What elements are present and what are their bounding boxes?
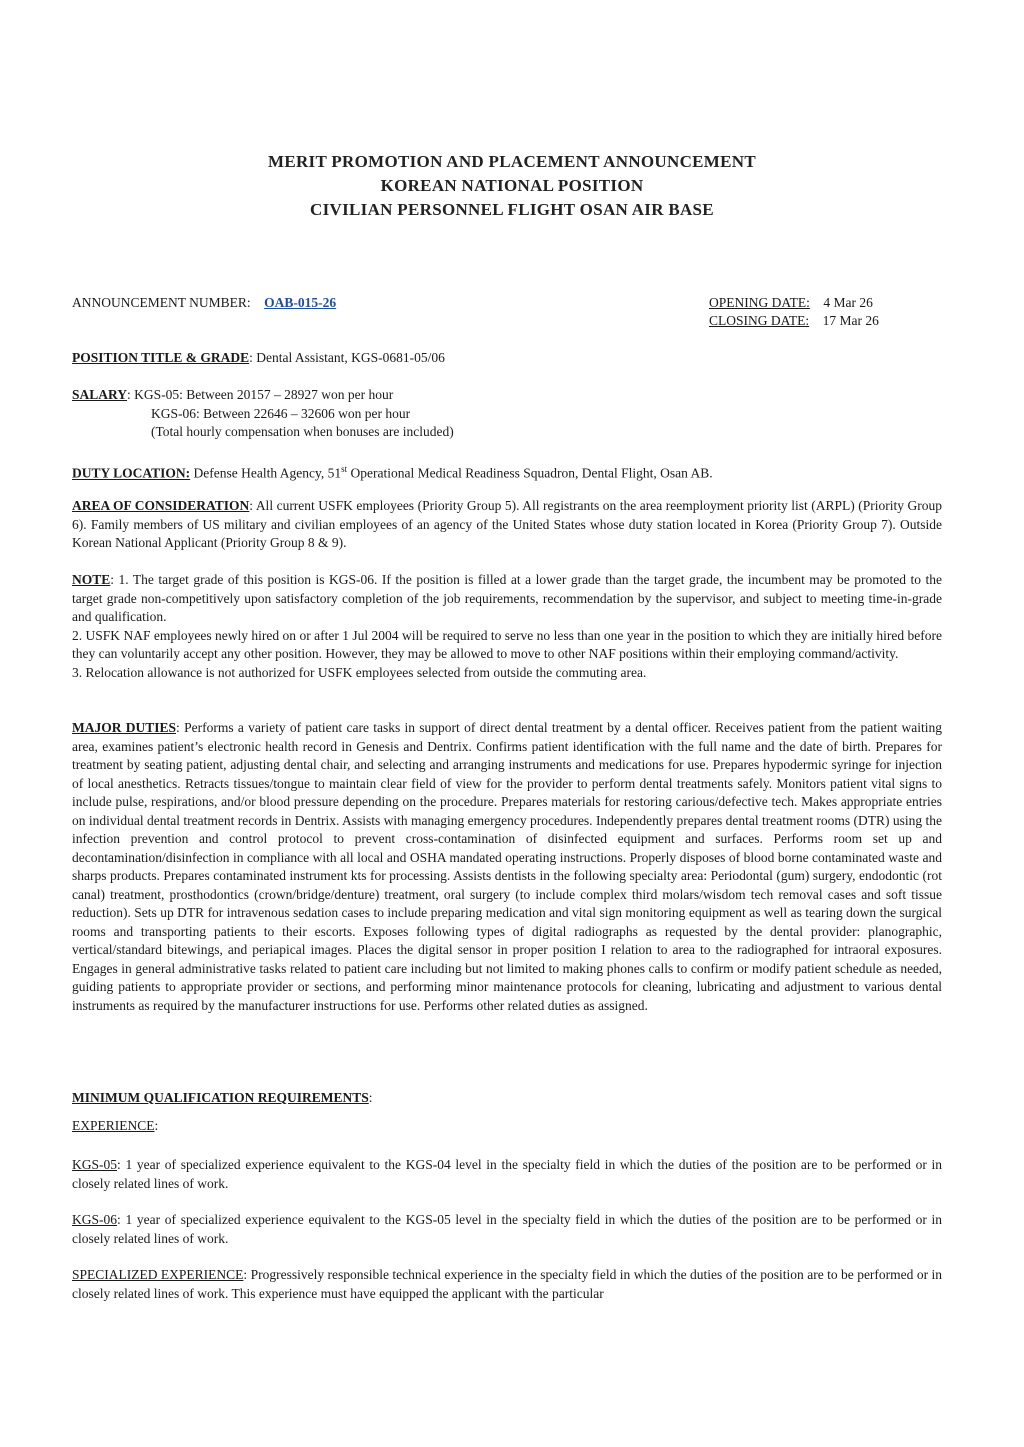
qualifications-heading — [72, 1089, 373, 1108]
note-section — [72, 571, 942, 682]
experience-colon: : — [154, 1118, 159, 1133]
specialized-experience-text: : Progressively responsible technical experience in the specialty field in which the duties of the position are to be performed or in closely related lines of work. This experience must have equipped the applicant with the particular — [72, 1267, 942, 1301]
closing-date-value: 17 Mar 26 — [822, 313, 879, 328]
opening-date-label: OPENING DATE: — [709, 295, 810, 310]
area-label: AREA OF CONSIDERATION — [72, 498, 250, 513]
kgs06-label: KGS-06 — [72, 1212, 118, 1227]
duty-location-value-post: Operational Medical Readiness Squadron, Dental Flight, Osan AB. — [347, 465, 713, 481]
note-item-3: 3. Relocation allowance is not authorized for USFK employees selected from outside the commuting area. — [72, 664, 647, 680]
header-line-1: MERIT PROMOTION AND PLACEMENT ANNOUNCEMENT — [267, 152, 756, 171]
salary-line-1: : KGS-05: Between 20157 – 28927 won per hour — [127, 387, 394, 402]
position-title-value: : Dental Assistant, KGS-0681-05/06 — [249, 350, 445, 365]
salary-line-2: KGS-06: Between 22646 – 32606 won per hour — [151, 405, 411, 421]
duty-location-value-pre: Defense Health Agency, 51 — [190, 465, 342, 481]
experience-heading — [72, 1117, 158, 1136]
opening-date-row — [709, 294, 929, 312]
position-title-row — [72, 349, 445, 368]
qualifications-label: MINIMUM QUALIFICATION REQUIREMENTS — [72, 1090, 369, 1105]
qualifications-colon: : — [368, 1090, 373, 1105]
closing-date-label: CLOSING DATE: — [709, 313, 810, 328]
experience-label: EXPERIENCE — [72, 1118, 155, 1133]
note-label: NOTE — [72, 572, 111, 587]
major-duties-text: : Performs a variety of patient care tasks in support of direct dental treatment by a dental officer. Receives patient from the patient waiting area, examines patient’s electronic health record in Genesis and Dentrix. Confirms patient identification with the full name and the date of birth. Prepares for treatment by seating patient, adjusting dental chair, and selecting and arranging instruments and medications for use. Prepares hypodermic syringe for injection of local anesthetics. Retracts tissues/tongue to maintain clear field of view for the provider to perform dental treatments safely. Monitors patient vital signs to include pulse, respirations, and/or blood pressure depending on the procedure. Prepares materials for restoring carious/defective tech. Makes appropriate entries on individual dental treatment records in Dentrix. Assists with managing emergency procedures. Independently prepares dental treatment rooms (DTR) using the infection prevention and control protocol to prevent cross-contamination of disinfected equipment and surfaces. Performs room set up and decontamination/disinfection in compliance with all local and OSHA mandated operating instructions. Properly disposes of blood borne contaminated waste and sharps products. Prepares contaminated instrument kts for processing. Assists dentists in the following specialty area: Periodontal (gum) surgery, endodontic (rot canal) treatment, prosthodontics (crown/bridge/denture) treatment, oral surgery (to include complex third molars/wisdom tech removal cases and soft tissue reduction). Sets up DTR for intravenous sedation cases to include preparing medication and vital sign monitoring equipment as well as tearing down the surgical rooms and transporting patients to their escorts. Exposes following types of digital radiographs as requested by the dental provider: planographic, vertical/standard bitewings, and periapical images. Places the digital sensor in proper position I relation to area to the radiographed for intraoral exposures. Engages in general administrative tasks related to patient care including but not limited to making phones calls to confirm or modify patient schedule as needed, guiding patients to appropriate provider or sections, and performing minor maintenance protocols for cleaning, lubricating and adjustment to various dental instruments as required by the manufacturer instructions for use. Performs other related duties as assigned. — [72, 720, 942, 1013]
dates-block — [709, 294, 929, 330]
header-line-2: KOREAN NATIONAL POSITION — [380, 176, 644, 195]
area-text: : All current USFK employees (Priority Group 5). All registrants on the area reemployment priority list (ARPL) (Priority Group 6). Family members of US military and civilian employees of an agency of the United States whose duty station located in Korea (Priority Group 7). Outside Korean National Applicant (Priority Group 8 & 9). — [72, 498, 942, 550]
duty-location-superscript: st — [341, 464, 348, 474]
major-duties — [72, 719, 942, 1015]
position-title-label: POSITION TITLE & GRADE — [72, 350, 250, 365]
kgs05-requirement — [72, 1156, 942, 1193]
kgs06-text: : 1 year of specialized experience equivalent to the KGS-05 level in the specialty field in which the duties of the position are to be performed or in closely related lines of work. — [72, 1212, 942, 1246]
duty-location-row — [72, 460, 713, 483]
area-of-consideration — [72, 497, 942, 553]
note-item-1 — [72, 571, 942, 627]
announcement-number-label: ANNOUNCEMENT NUMBER: — [72, 295, 251, 310]
kgs06-requirement — [72, 1211, 942, 1248]
announcement-header — [0, 150, 1024, 222]
closing-date-row — [709, 312, 929, 330]
opening-date-value: 4 Mar 26 — [823, 295, 873, 310]
salary-label: SALARY — [72, 387, 128, 402]
note-item-1-text: : 1. The target grade of this position is KGS-06. If the position is filled at a lower grade than the target grade, the incumbent may be promoted to the target grade non-competitively upon satisfactory completion of the job requirements, recommendation by the supervisor, and subject to meeting time-in-grade and qualification. — [72, 572, 942, 624]
kgs05-label: KGS-05 — [72, 1157, 118, 1172]
duty-location-label: DUTY LOCATION: — [72, 465, 191, 481]
header-line-3: CIVILIAN PERSONNEL FLIGHT OSAN AIR BASE — [310, 200, 714, 219]
salary-line-3: (Total hourly compensation when bonuses are included) — [151, 424, 454, 439]
announcement-number-link[interactable]: OAB-015-26 — [264, 295, 337, 310]
note-item-2: 2. USFK NAF employees newly hired on or after 1 Jul 2004 will be required to serve no less than one year in the position to which they are initially hired before they can voluntarily accept any other position. However, they may be allowed to move to other NAF positions within their employing command/activity. — [72, 627, 942, 661]
announcement-number-row — [72, 294, 336, 313]
major-duties-label: MAJOR DUTIES — [72, 720, 177, 735]
salary-block — [72, 386, 454, 442]
kgs05-text: : 1 year of specialized experience equivalent to the KGS-04 level in the specialty field in which the duties of the position are to be performed or in closely related lines of work. — [72, 1157, 942, 1191]
specialized-experience — [72, 1266, 942, 1303]
specialized-experience-label: SPECIALIZED EXPERIENCE — [72, 1267, 244, 1282]
